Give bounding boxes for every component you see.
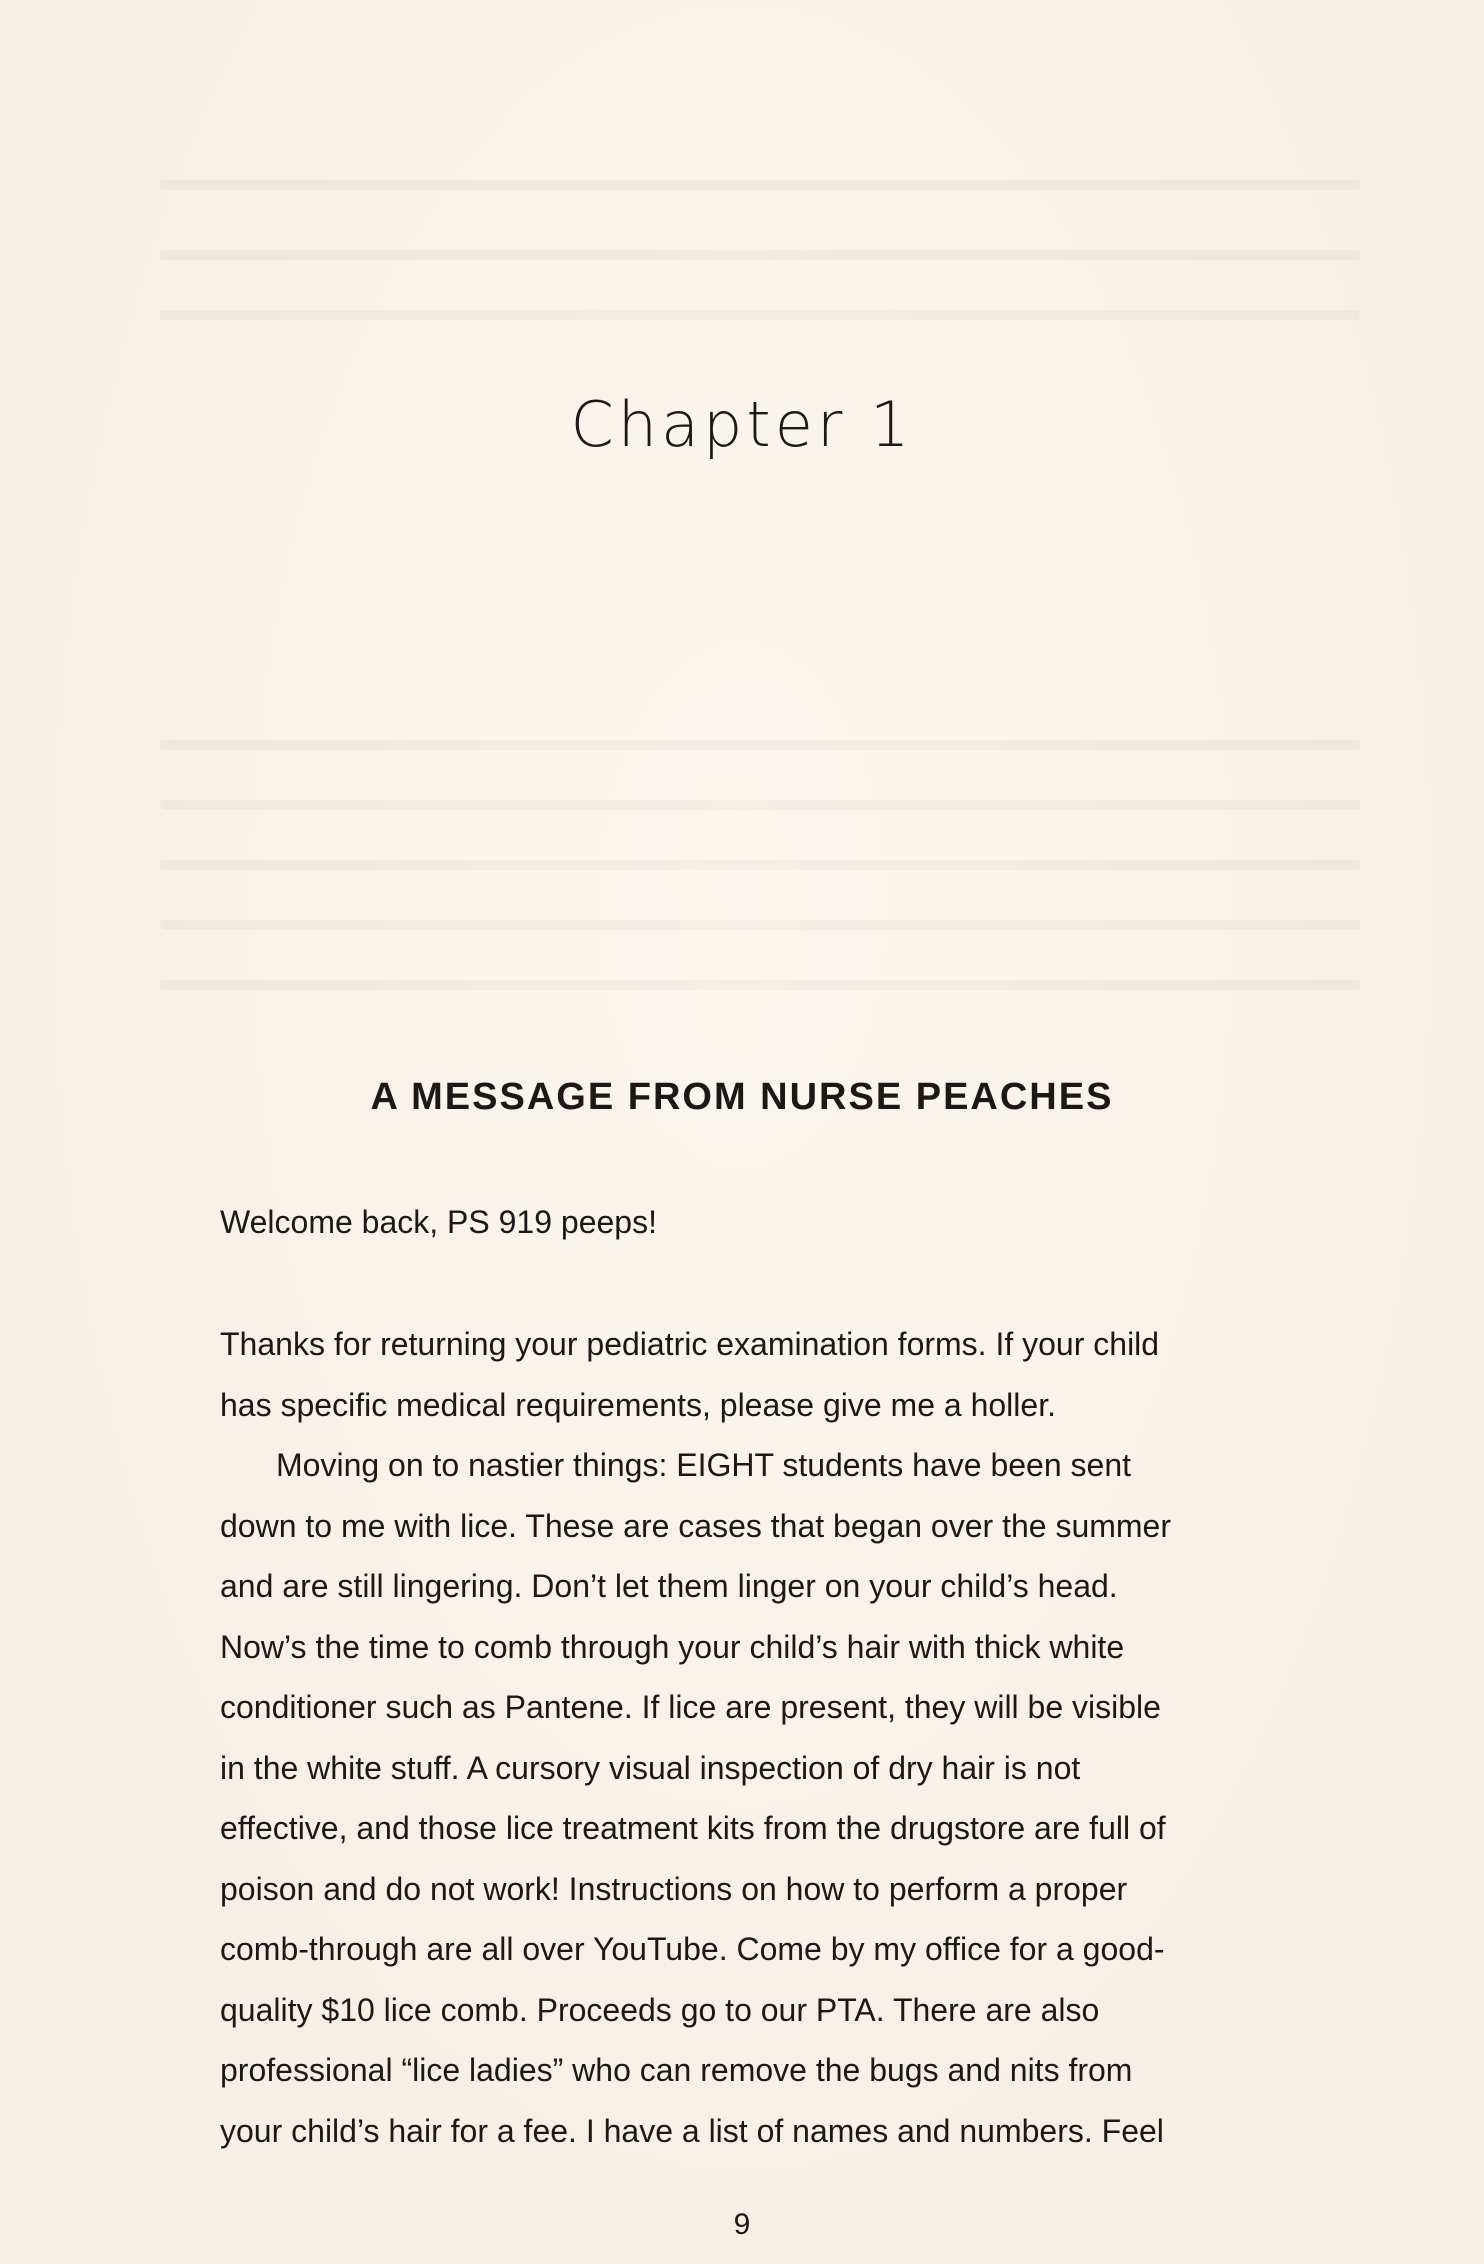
chapter-title: Chapter 1 [570,388,914,461]
paragraph-1 [220,1314,1290,1435]
paragraph-line: Now’s the time to comb through your child’s hair with thick white [220,1628,1125,1665]
show-through-text [160,740,1360,750]
paragraph-line: professional “lice ladies” who can remove the bugs and nits from [220,2052,1133,2088]
paragraph-line: has specific medical requirements, please give me a holler. [220,1386,1056,1423]
paragraph-line: in the white stuff. A cursory visual inspection of dry hair is not [220,1749,1081,1786]
paragraph-line: comb-through are all over YouTube. Come by my office for a good- [220,1931,1165,1967]
page-number: 9 [733,2208,751,2241]
show-through-text [160,250,1360,260]
section-heading: A MESSAGE FROM NURSE PEACHES [370,1076,1114,1118]
paragraph-line: conditioner such as Pantene. If lice are present, they will be visible [220,1689,1161,1725]
show-through-text [160,860,1360,870]
paragraph-line: poison and do not work! Instructions on how to perform a proper [220,1870,1128,1907]
paragraph-line: down to me with lice. These are cases that began over the summer [220,1507,1171,1544]
paragraph-line: effective, and those lice treatment kits from the drugstore are full of [220,1810,1166,1846]
paragraph-line: Thanks for returning your pediatric examination forms. If your child [220,1326,1160,1362]
show-through-text [160,180,1360,190]
show-through-text [160,920,1360,930]
paragraph-line: Moving on to nastier things: EIGHT students have been sent [276,1447,1132,1483]
paragraph-line: your child’s hair for a fee. I have a list of names and numbers. Feel [220,2112,1164,2149]
show-through-text [160,310,1360,320]
paragraph-line: quality $10 lice comb. Proceeds go to our PTA. There are also [220,1991,1100,2028]
greeting-line: Welcome back, PS 919 peeps! [220,1204,657,1240]
paragraph-2 [220,1435,1290,2161]
paragraph-line: and are still lingering. Don’t let them linger on your child’s head. [220,1568,1118,1604]
show-through-text [160,980,1360,990]
show-through-text [160,800,1360,810]
